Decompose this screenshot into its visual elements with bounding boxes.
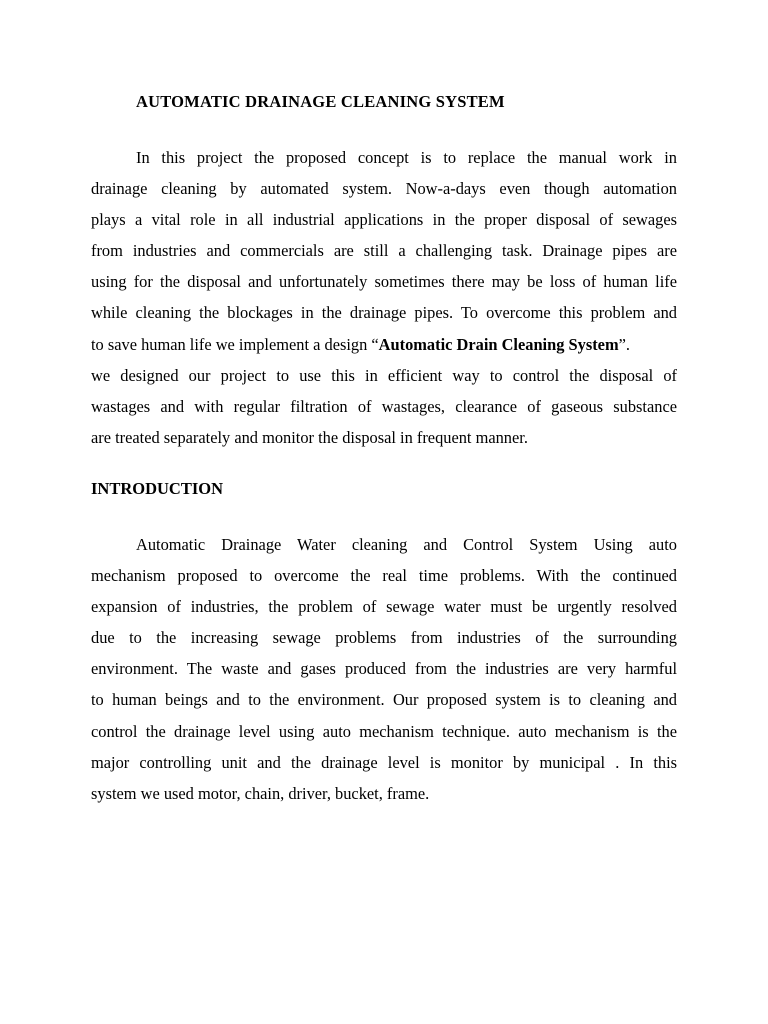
- paragraph-line: system we used motor, chain, driver, bucket, frame.: [91, 783, 430, 803]
- paragraph-line: while cleaning the blockages in the drainage pipes. To overcome this problem and: [91, 303, 677, 323]
- paragraph-line: from industries and commercials are still a challenging task. Drainage pipes are: [91, 241, 677, 261]
- line-text: to save human life we implement a design “: [91, 334, 379, 354]
- paragraph-line: expansion of industries, the problem of sewage water must be urgently resolved: [91, 597, 677, 617]
- document-title: AUTOMATIC DRAINAGE CLEANING SYSTEM: [136, 92, 505, 111]
- paragraph-line: to human beings and to the environment. Our proposed system is to cleaning and: [91, 690, 677, 710]
- paragraph-line: wastages and with regular filtration of wastages, clearance of gaseous substance: [91, 396, 677, 416]
- system-name-emphasis: Automatic Drain Cleaning System: [378, 334, 619, 354]
- line-text: ”.: [618, 334, 630, 354]
- paragraph-introduction: [91, 529, 677, 809]
- paragraph-line: using for the disposal and unfortunately sometimes there may be loss of human life: [91, 272, 677, 292]
- paragraph-line: [91, 329, 677, 360]
- paragraph-line: environment. The waste and gases produced from the industries are very harmful: [91, 659, 677, 679]
- paragraph-line: In this project the proposed concept is to replace the manual work in: [136, 148, 677, 167]
- paragraph-line: drainage cleaning by automated system. Now-a-days even though automation: [91, 179, 677, 199]
- paragraph-line: due to the increasing sewage problems from industries of the surrounding: [91, 628, 677, 648]
- section-heading-introduction: INTRODUCTION: [91, 479, 224, 498]
- paragraph-line: are treated separately and monitor the disposal in frequent manner.: [91, 427, 528, 447]
- paragraph-line: mechanism proposed to overcome the real time problems. With the continued: [91, 566, 677, 586]
- paragraph-line: Automatic Drainage Water cleaning and Control System Using auto: [136, 535, 677, 554]
- paragraph-line: plays a vital role in all industrial applications in the proper disposal of sewages: [91, 210, 677, 230]
- paragraph-line: we designed our project to use this in efficient way to control the disposal of: [91, 365, 677, 385]
- paragraph-line: control the drainage level using auto mechanism technique. auto mechanism is the: [91, 721, 677, 741]
- paragraph-project-concept: [91, 142, 677, 453]
- paragraph-line: major controlling unit and the drainage level is monitor by municipal . In this: [91, 752, 677, 772]
